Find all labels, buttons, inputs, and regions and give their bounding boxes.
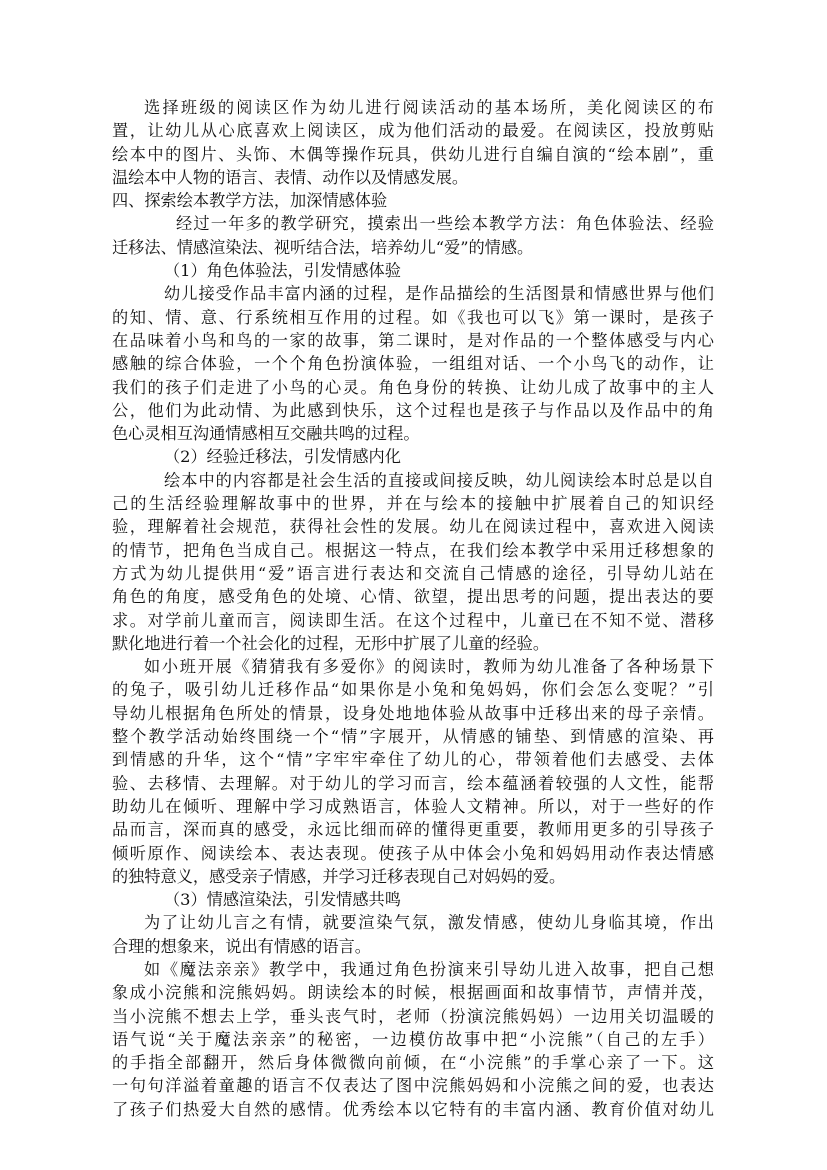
paragraph-line: 默化地进行着一个社会化的过程，无形中扩展了儿童的经验。 <box>112 633 550 653</box>
paragraph-line: 迁移法、情感渲染法、视听结合法，培养幼儿“爱”的情感。 <box>112 237 534 257</box>
paragraph-line: 验、去移情、去理解。对于幼儿的学习而言，绘本蕴涵着较强的人文性，能帮 <box>112 773 714 793</box>
paragraph-line: 如小班开展《猜猜我有多爱你》的阅读时，教师为幼儿准备了各种场景下 <box>144 657 714 677</box>
paragraph-line: 我们的孩子们走进了小鸟的心灵。角色身份的转换、让幼儿成了故事中的主人 <box>112 377 714 397</box>
paragraph-line: 助幼儿在倾听、理解中学习成熟语言，体验人文精神。所以，对于一些好的作 <box>112 796 714 816</box>
paragraph-line: 整个教学活动始终围绕一个“情”字展开，从情感的铺垫、到情感的渲染、再 <box>112 727 714 747</box>
paragraph-line: 绘本中的内容都是社会生活的直接或间接反映，幼儿阅读绘本时总是以自 <box>164 470 714 490</box>
paragraph-line: 角色的角度，感受角色的处境、心情、欲望，提出思考的问题，提出表达的要 <box>112 587 714 607</box>
paragraph-line: 为了让幼儿言之有情，就要渲染气氛，激发情感，使幼儿身临其境，作出 <box>144 913 714 933</box>
paragraph-line: 绘本中的图片、头饰、木偶等操作玩具，供幼儿进行自编自演的“绘本剧”，重 <box>112 144 714 164</box>
paragraph-line: 当小浣熊不想去上学，垂头丧气时，老师（扮演浣熊妈妈）一边用关切温暖的 <box>112 1006 714 1026</box>
paragraph-line: 公，他们为此动情、为此感到快乐，这个过程也是孩子与作品以及作品中的角 <box>112 400 714 420</box>
paragraph-line: 验，理解着社会规范，获得社会性的发展。幼儿在阅读过程中，喜欢进入阅读 <box>112 517 714 537</box>
paragraph-line: 置，让幼儿从心底喜欢上阅读区，成为他们活动的最爱。在阅读区，投放剪贴 <box>112 121 714 141</box>
paragraph-line: 的独特意义，感受亲子情感，并学习迁移表现自己对妈妈的爱。 <box>112 866 566 886</box>
paragraph-line: 的手指全部翻开，然后身体微微向前倾，在“小浣熊”的手掌心亲了一下。这 <box>112 1053 714 1073</box>
paragraph-line: 语气说“关于魔法亲亲”的秘密，一边模仿故事中把“小浣熊”（自己的左手） <box>112 1029 714 1049</box>
paragraph-line: 到情感的升华，这个“情”字牢牢牵住了幼儿的心，带领着他们去感受、去体 <box>112 750 714 770</box>
paragraph-line: 象成小浣熊和浣熊妈妈。朗读绘本的时候，根据画面和故事情节，声情并茂， <box>112 983 714 1003</box>
paragraph-line: 合理的想象来，说出有情感的语言。 <box>112 936 371 956</box>
paragraph-line: 经过一年多的教学研究，摸索出一些绘本教学方法：角色体验法、经验 <box>176 214 714 234</box>
subsection-heading: （3）情感渲染法，引发情感共鸣 <box>164 890 401 910</box>
paragraph-line: 了孩子们热爱大自然的感情。优秀绘本以它特有的丰富内涵、教育价值对幼儿 <box>112 1099 714 1119</box>
paragraph-line: 导幼儿根据角色所处的情景，设身处地地体验从故事中迁移出来的母子亲情。 <box>112 703 714 723</box>
paragraph-line: 在品味着小鸟和鸟的一家的故事，第二课时，是对作品的一个整体感受与内心 <box>112 330 714 350</box>
subsection-heading: （1）角色体验法，引发情感体验 <box>164 261 401 281</box>
paragraph-line: 的兔子，吸引幼儿迁移作品“如果你是小兔和兔妈妈，你们会怎么变呢？”引 <box>112 680 714 700</box>
subsection-heading: （2）经验迁移法，引发情感内化 <box>164 447 401 467</box>
document-page <box>112 96 714 1121</box>
paragraph-line: 品而言，深而真的感受，永远比细而碎的懂得更重要，教师用更多的引导孩子 <box>112 820 714 840</box>
paragraph-line: 的情节，把角色当成自己。根据这一特点，在我们绘本教学中采用迁移想象的 <box>112 540 714 560</box>
paragraph-line: 如《魔法亲亲》教学中，我通过角色扮演来引导幼儿进入故事，把自己想 <box>144 959 714 979</box>
paragraph-line: 己的生活经验理解故事中的世界，并在与绘本的接触中扩展着自己的知识经 <box>112 494 714 514</box>
paragraph-line: 方式为幼儿提供用“爱”语言进行表达和交流自己情感的途径，引导幼儿站在 <box>112 563 714 583</box>
paragraph-line: 倾听原作、阅读绘本、表达表现。使孩子从中体会小兔和妈妈用动作表达情感 <box>112 843 714 863</box>
section-heading: 四、探索绘本教学方法，加深情感体验 <box>112 191 388 211</box>
paragraph-line: 色心灵相互沟通情感相互交融共鸣的过程。 <box>112 424 420 444</box>
paragraph-line: 选择班级的阅读区作为幼儿进行阅读活动的基本场所，美化阅读区的布 <box>144 98 714 117</box>
paragraph-line: 求。对学前儿童而言，阅读即生活。在这个过程中，儿童已在不知不觉、潜移 <box>112 610 714 630</box>
paragraph-line: 一句句洋溢着童趣的语言不仅表达了图中浣熊妈妈和小浣熊之间的爱，也表达 <box>112 1076 714 1096</box>
paragraph-line: 的知、情、意、行系统相互作用的过程。如《我也可以飞》第一课时，是孩子 <box>112 307 714 327</box>
paragraph-line: 幼儿接受作品丰富内涵的过程，是作品描绘的生活图景和情感世界与他们 <box>164 284 714 304</box>
paragraph-line: 感触的综合体验，一个个角色扮演体验，一组组对话、一个小鸟飞的动作，让 <box>112 354 714 374</box>
paragraph-line: 温绘本中人物的语言、表情、动作以及情感发展。 <box>112 167 469 187</box>
